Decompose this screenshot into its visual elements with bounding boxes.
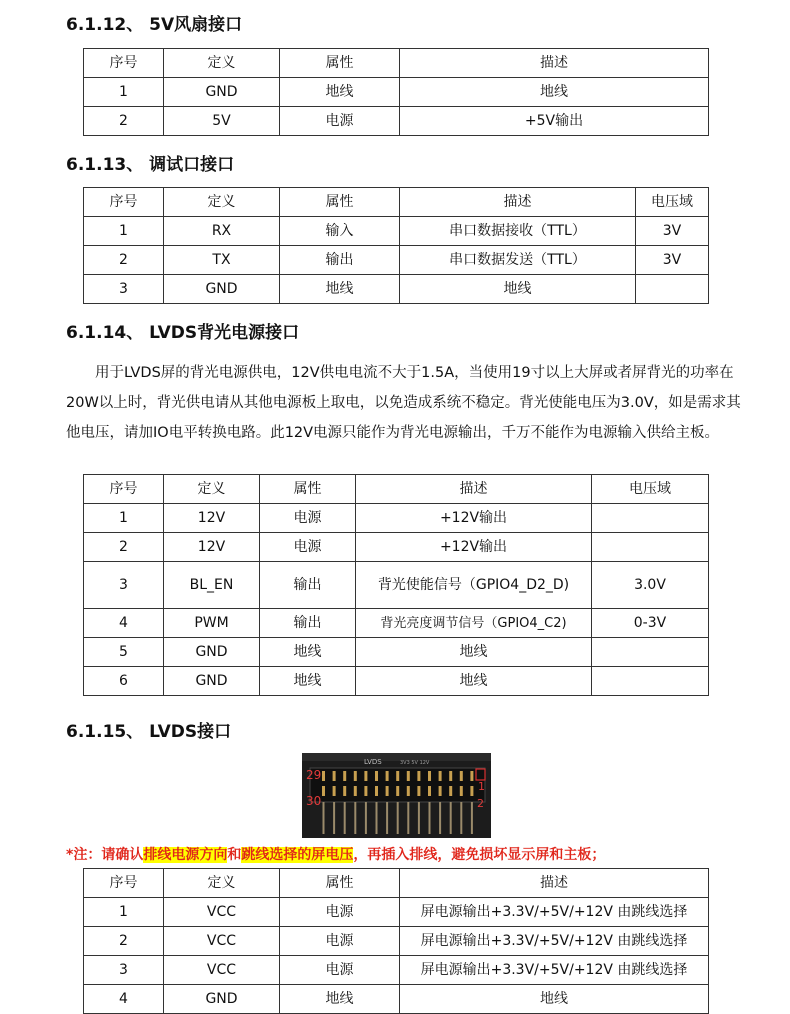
table-cell: 0-3V [592,609,709,638]
header-cell: 定义 [164,475,260,504]
table-cell: 5 [84,638,164,667]
table-header-row [84,475,709,504]
table-row [84,667,709,696]
header-cell: 序号 [84,188,164,217]
table-cell: 背光使能信号（GPIO4_D2_D) [356,562,592,609]
lvds-connector-photo [302,753,491,838]
table-cell: 输出 [260,609,356,638]
pin-group [322,771,473,834]
connector-pin [460,786,463,796]
connector-pin [375,771,378,781]
table-cell: +5V输出 [400,107,709,136]
table-row [84,217,709,246]
table-cell: 电源 [260,533,356,562]
connector-pin-leg [418,802,420,834]
connector-pin-leg [365,802,367,834]
backlight-table [83,474,709,696]
header-cell: 描述 [400,188,636,217]
note-suffix: ，再插入排线，避免损坏显示屏和主板； [353,847,606,863]
table-cell: 3 [84,275,164,304]
connector-pin-leg [429,802,431,834]
table-cell: GND [164,985,280,1014]
table-row [84,504,709,533]
connector-pin-leg [376,802,378,834]
connector-pin [407,771,410,781]
table-cell: 3V [636,217,709,246]
table-cell: 地线 [280,78,400,107]
silk-lvds-label: LVDS [364,758,382,766]
table-cell [592,533,709,562]
connector-pin [322,771,325,781]
table-cell: 4 [84,985,164,1014]
note-prefix: *注：请确认 [66,847,144,863]
table-cell: PWM [164,609,260,638]
table-cell: 12V [164,533,260,562]
table-row [84,985,709,1014]
table-cell: 电源 [280,898,400,927]
connector-pin-leg [397,802,399,834]
table-cell: 1 [84,78,164,107]
table-cell: 串口数据发送（TTL） [400,246,636,275]
header-cell: 描述 [400,869,709,898]
table-cell: GND [164,275,280,304]
table-row [84,246,709,275]
note-highlight-jumper-voltage: 跳线选择的屏电压 [241,847,354,863]
header-cell: 序号 [84,475,164,504]
table-cell: 输出 [260,562,356,609]
connector-pin [354,786,357,796]
connector-pin-leg [333,802,335,834]
connector-pin [364,771,367,781]
header-cell: 描述 [400,49,709,78]
table-cell: 4 [84,609,164,638]
table-row [84,275,709,304]
debug-table [83,187,709,304]
connector-pin-leg [323,802,325,834]
header-cell: 序号 [84,49,164,78]
table-cell: 地线 [280,985,400,1014]
section-heading-debug: 6.1.13、 调试口接口 [66,155,235,175]
table-cell [592,638,709,667]
table-row [84,638,709,667]
section-heading-backlight: 6.1.14、 LVDS背光电源接口 [66,323,300,343]
connector-pin [396,786,399,796]
connector-pin-leg [344,802,346,834]
connector-pin [449,786,452,796]
table-cell: 地线 [356,638,592,667]
table-cell: RX [164,217,280,246]
table-row [84,78,709,107]
table-cell [592,504,709,533]
table-cell: 1 [84,504,164,533]
table-cell: TX [164,246,280,275]
silk-voltage-label: 3V3 5V 12V [400,760,430,766]
table-cell: 屏电源输出+3.3V/+5V/+12V 由跳线选择 [400,927,709,956]
connector-pin [343,786,346,796]
pin-label-29: 29 [306,768,322,782]
lvds-table [83,868,709,1014]
note-highlight-cable-direction: 排线电源方向 [143,847,228,863]
connector-pin-leg [439,802,441,834]
table-cell: 3.0V [592,562,709,609]
connector-pin [375,786,378,796]
table-cell: 2 [84,107,164,136]
table-cell: 地线 [400,78,709,107]
header-cell: 描述 [356,475,592,504]
connector-pin [322,786,325,796]
table-cell: 地线 [400,985,709,1014]
table-cell: 屏电源输出+3.3V/+5V/+12V 由跳线选择 [400,956,709,985]
table-cell: 屏电源输出+3.3V/+5V/+12V 由跳线选择 [400,898,709,927]
table-row [84,533,709,562]
note-mid: 和 [227,847,242,863]
header-cell: 定义 [164,188,280,217]
table-cell: GND [164,638,260,667]
table-cell: 地线 [260,638,356,667]
header-cell: 定义 [164,49,280,78]
table-cell: 背光亮度调节信号（GPIO4_C2) [356,609,592,638]
table-cell: 输出 [280,246,400,275]
table-row [84,927,709,956]
connector-pin [333,771,336,781]
connector-pin [364,786,367,796]
table-cell: 3 [84,956,164,985]
table-cell: GND [164,78,280,107]
table-cell: 2 [84,927,164,956]
pcb-edge [302,753,491,761]
table-row [84,898,709,927]
connector-pin [386,786,389,796]
table-cell: GND [164,667,260,696]
table-cell: 电源 [260,504,356,533]
connector-pin-leg [460,802,462,834]
table-cell: BL_EN [164,562,260,609]
table-cell: 5V [164,107,280,136]
header-cell: 属性 [280,49,400,78]
connector-pin-leg [407,802,409,834]
table-cell: 地线 [400,275,636,304]
table-cell: +12V输出 [356,533,592,562]
table-cell: 3V [636,246,709,275]
table-cell: 1 [84,898,164,927]
table-cell: 地线 [356,667,592,696]
header-cell: 电压域 [636,188,709,217]
connector-pin-leg [386,802,388,834]
table-cell: 电源 [280,927,400,956]
table-header-row [84,869,709,898]
connector-pin [354,771,357,781]
header-cell: 属性 [260,475,356,504]
connector-pin [428,771,431,781]
header-cell: 属性 [280,188,400,217]
connector-pin-leg [354,802,356,834]
section-heading-lvds: 6.1.15、 LVDS接口 [66,722,232,742]
pin-label-1: 1 [478,780,485,793]
table-cell [592,667,709,696]
fan-table [83,48,709,136]
table-cell: 地线 [260,667,356,696]
table-cell: 2 [84,533,164,562]
connector-pin [439,771,442,781]
connector-pin-leg [450,802,452,834]
connector-pin [470,786,473,796]
table-cell: 串口数据接收（TTL） [400,217,636,246]
table-cell: 12V [164,504,260,533]
connector-pin [417,771,420,781]
connector-pin [428,786,431,796]
connector-pin [333,786,336,796]
header-cell: 序号 [84,869,164,898]
connector-pin [407,786,410,796]
table-cell: 3 [84,562,164,609]
table-row [84,562,709,609]
pin-label-30: 30 [306,794,322,808]
header-cell: 电压域 [592,475,709,504]
section-heading-fan: 6.1.12、 5V风扇接口 [66,15,243,35]
table-row [84,956,709,985]
table-cell: VCC [164,927,280,956]
table-cell: 输入 [280,217,400,246]
table-cell: VCC [164,898,280,927]
table-cell: 地线 [280,275,400,304]
table-cell: 电源 [280,956,400,985]
table-header-row [84,188,709,217]
table-row [84,609,709,638]
table-row [84,107,709,136]
connector-pin [470,771,473,781]
table-cell: 2 [84,246,164,275]
connector-pin [460,771,463,781]
header-cell: 定义 [164,869,280,898]
connector-pin [417,786,420,796]
table-cell [636,275,709,304]
table-cell: 电源 [280,107,400,136]
header-cell: 属性 [280,869,400,898]
pin-label-2: 2 [477,797,484,810]
table-cell: VCC [164,956,280,985]
table-cell: +12V输出 [356,504,592,533]
table-cell: 1 [84,217,164,246]
connector-pin [343,771,346,781]
connector-pin [449,771,452,781]
table-header-row [84,49,709,78]
connector-pin [439,786,442,796]
table-cell: 6 [84,667,164,696]
connector-pin [386,771,389,781]
lvds-warning-note [66,843,605,867]
connector-pin-leg [471,802,473,834]
backlight-description: 用于LVDS屏的背光电源供电，12V供电电流不大于1.5A，当使用19寸以上大屏或者屏背光的功率在20W以上时，背光供电请从其他电源板上取电，以免造成系统不稳定。背光使能电压为3.0V，如是需求其他电压，请加IO电平转换电路。此12V电源只能作为背光电源输出，千万不能作为电源输入供给主板。 [66,365,741,441]
connector-pin [396,771,399,781]
